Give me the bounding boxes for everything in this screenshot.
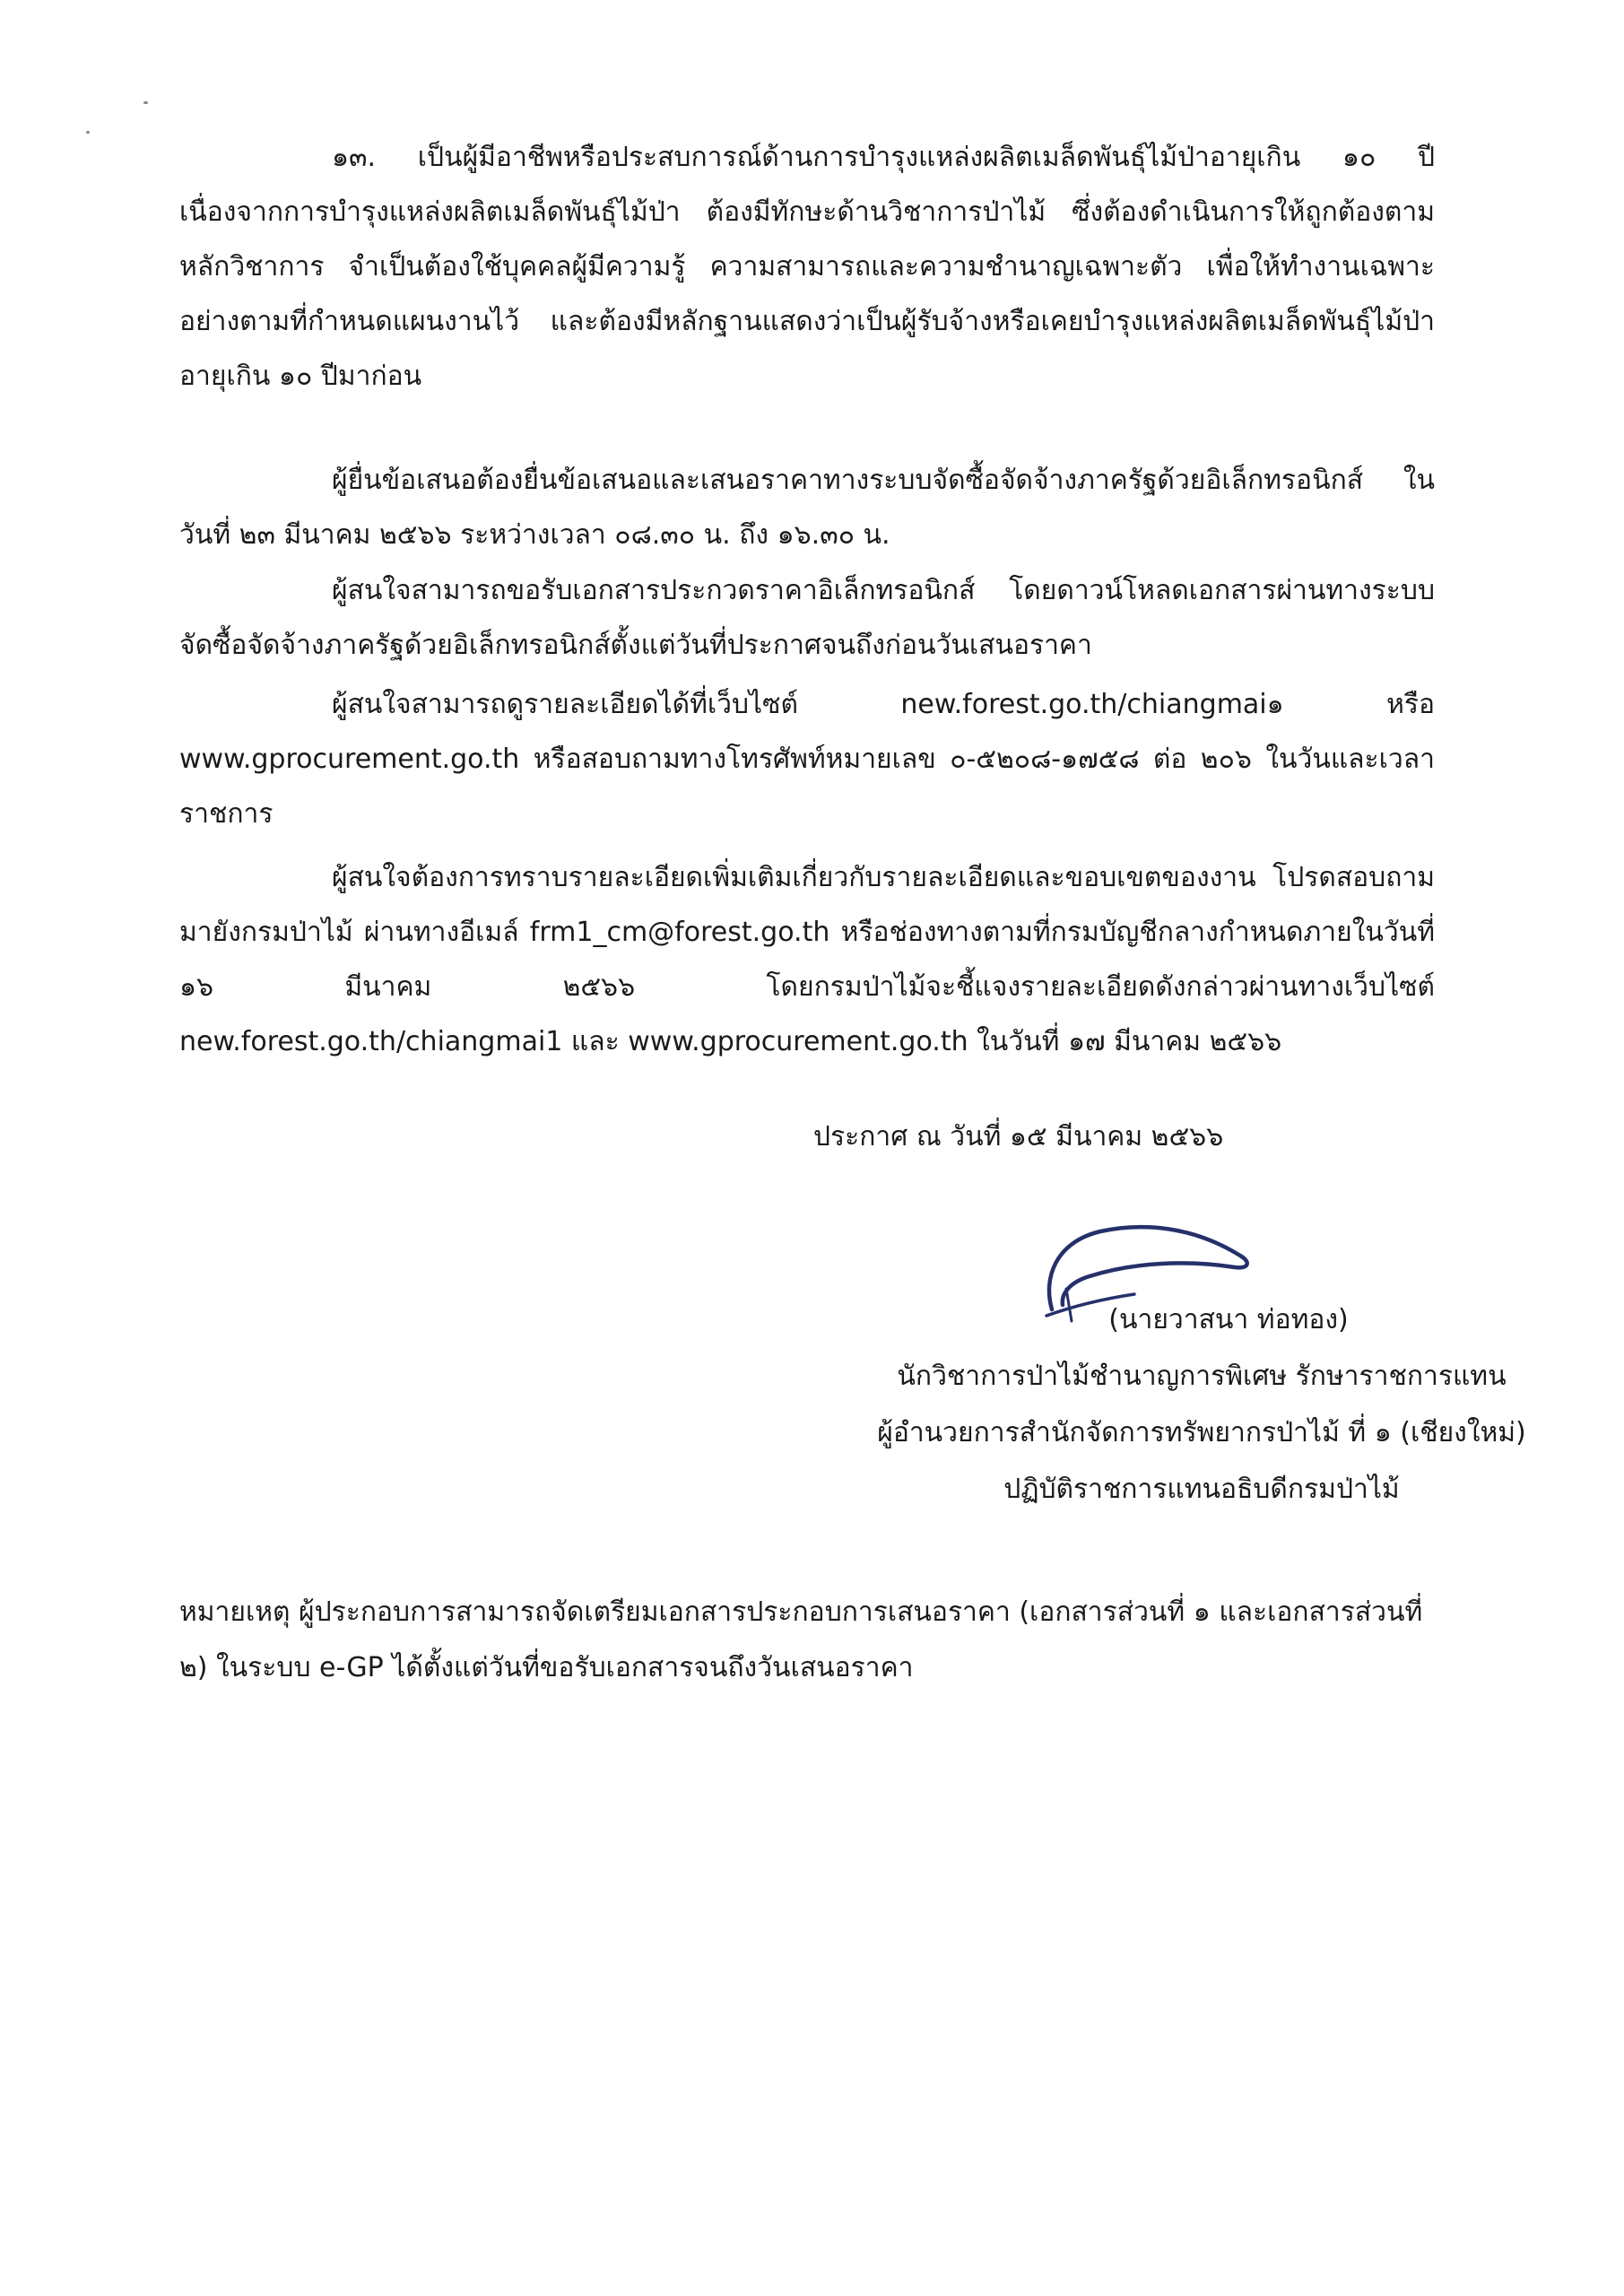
remark-note: หมายเหตุ ผู้ประกอบการสามารถจัดเตรียมเอกสารประกอบการเสนอราคา (เอกสารส่วนที่ ๑ และเอกสารส่วนที่ ๒) ในระบบ e-GP ได้ตั้งแต่วันที่ขอรับเอกสารจนถึงวันเสนอราคา xyxy=(179,1596,1423,1683)
announcement-date: ประกาศ ณ วันที่ ๑๕ มีนาคม ๒๕๖๖ xyxy=(813,1121,1224,1152)
contact-paragraph: ผู้สนใจสามารถดูรายละเอียดได้ที่เว็บไซต์ new.forest.go.th/chiangmai๑ หรือ www.gprocurement.go.th หรือสอบถามทางโทรศัพท์หมายเลข ๐-๕๒๐๘-๑๗๕๘ ต่อ ๒๐๖ ในวันและเวลาราชการ xyxy=(179,689,1435,830)
download-paragraph: ผู้สนใจสามารถขอรับเอกสารประกวดราคาอิเล็กทรอนิกส์ โดยดาวน์โหลดเอกสารผ่านทางระบบจัดซื้อจัดจ้างภาครัฐด้วยอิเล็กทรอนิกส์ตั้งแต่วันที่ประกาศจนถึงก่อนวันเสนอราคา xyxy=(179,575,1435,661)
signatory-block xyxy=(807,1292,1596,1518)
signatory-name: (นายวาสนา ท่อทอง) xyxy=(1108,1304,1349,1335)
submission-paragraph: ผู้ยื่นข้อเสนอต้องยื่นข้อเสนอและเสนอราคาทางระบบจัดซื้อจัดจ้างภาครัฐด้วยอิเล็กทรอนิกส์ ในวันที่ ๒๓ มีนาคม ๒๕๖๖ ระหว่างเวลา ๐๘.๓๐ น. ถึง ๑๖.๓๐ น. xyxy=(179,465,1435,551)
scan-speck xyxy=(86,131,90,134)
signatory-position-3: ปฏิบัติราชการแทนอธิบดีกรมป่าไม้ xyxy=(1003,1474,1400,1505)
signatory-position-2: ผู้อำนวยการสำนักจัดการทรัพยากรป่าไม้ ที่ ๑ (เชียงใหม่) xyxy=(877,1417,1526,1448)
signatory-position-1: นักวิชาการป่าไม้ชำนาญการพิเศษ รักษาราชการแทน xyxy=(897,1361,1507,1392)
scan-speck xyxy=(143,101,148,104)
item-13-paragraph: ๑๓. เป็นผู้มีอาชีพหรือประสบการณ์ด้านการบำรุงแหล่งผลิตเมล็ดพันธุ์ไม้ป่าอายุเกิน ๑๐ ปี เนื่องจากการบำรุงแหล่งผลิตเมล็ดพันธุ์ไม้ป่า ต้องมีทักษะด้านวิชาการป่าไม้ ซึ่งต้องดำเนินการให้ถูกต้องตามหลักวิชาการ จำเป็นต้องใช้บุคคลผู้มีความรู้ ความสามารถและความชำนาญเฉพาะตัว เพื่อให้ทำงานเฉพาะอย่างตามที่กำหนดแผนงานไว้ และต้องมีหลักฐานแสดงว่าเป็นผู้รับจ้างหรือเคยบำรุงแหล่งผลิตเมล็ดพันธุ์ไม้ป่าอายุเกิน ๑๐ ปีมาก่อน xyxy=(179,142,1435,392)
inquiry-paragraph: ผู้สนใจต้องการทราบรายละเอียดเพิ่มเติมเกี่ยวกับรายละเอียดและขอบเขตของงาน โปรดสอบถามมายังกรมป่าไม้ ผ่านทางอีเมล์ frm1_cm@forest.go.th หรือช่องทางตามที่กรมบัญชีกลางกำหนดภายในวันที่ ๑๖ มีนาคม ๒๕๖๖ โดยกรมป่าไม้จะชี้แจงรายละเอียดดังกล่าวผ่านทางเว็บไซต์ new.forest.go.th/chiangmai1 และ www.gprocurement.go.th ในวันที่ ๑๗ มีนาคม ๒๕๖๖ xyxy=(179,862,1435,1057)
